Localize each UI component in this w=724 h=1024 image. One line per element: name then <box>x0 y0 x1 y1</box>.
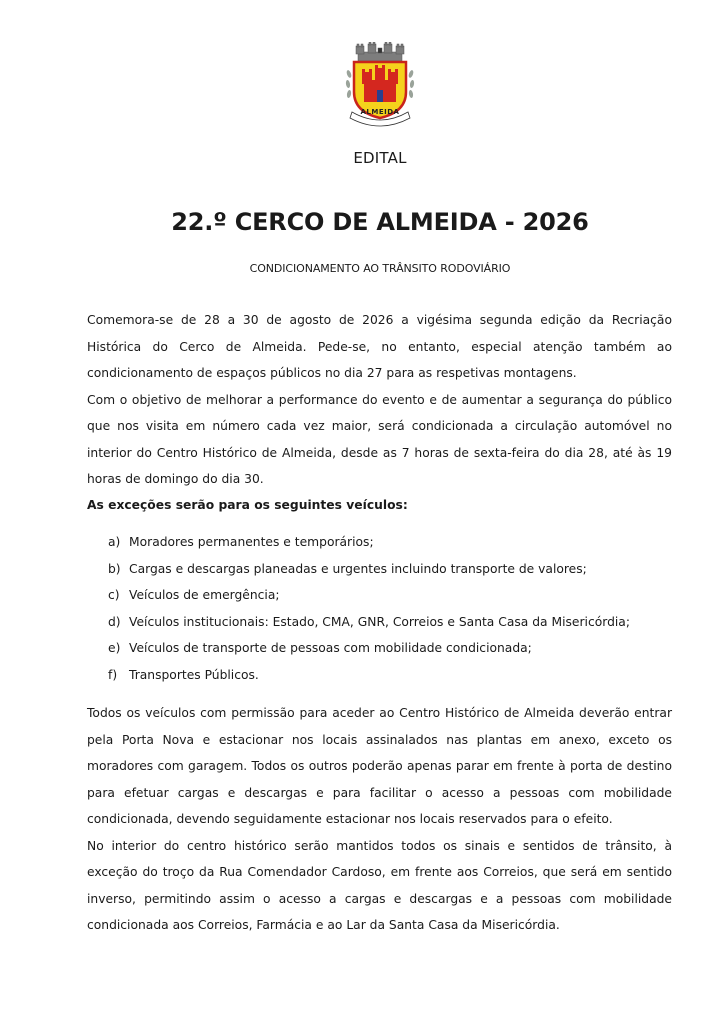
list-marker: a) <box>108 535 121 549</box>
list-marker: e) <box>108 641 121 656</box>
closing-paragraph-1: Todos os veículos com permissão para aceder ao Centro Histórico de Almeida deverão entrar pela Porta Nova e estacionar nos locais assinalados nas plantas em anexo, exceto os moradores com garagem. Todos os outros poderão apenas parar em frente à porta de destino para efetuar cargas e descargas e para facilitar o acesso a pessoas com mobilidade condicionada, devendo seguidamente estacionar nos locais reservados para o efeito. <box>87 706 672 826</box>
intro-paragraph-2: Com o objetivo de melhorar a performance do evento e de aumentar a segurança do público que nos visita em número cada vez maior, será condicionada a circulação automóvel no interior do Centro Histórico de Almeida, desde as 7 horas de sexta-feira do dia 28, até às 19 horas de domingo do dia 30. <box>87 392 672 486</box>
closing-section <box>87 700 672 939</box>
list-marker: b) <box>108 561 121 576</box>
list-item-text: Transportes Públicos. <box>129 667 259 682</box>
castle-door <box>377 90 383 102</box>
list-item <box>108 582 688 609</box>
page-subtitle: CONDICIONAMENTO AO TRÂNSITO RODOVIÁRIO <box>249 262 511 275</box>
list-item-text: Veículos de emergência; <box>129 588 280 603</box>
list-item-text: Moradores permanentes e temporários; <box>129 535 374 549</box>
crest-name: ALMEIDA <box>360 108 400 116</box>
list-marker: f) <box>108 667 118 682</box>
list-marker: c) <box>108 588 120 603</box>
mural-crown <box>356 42 404 61</box>
intro-section <box>87 307 672 493</box>
list-marker: d) <box>108 614 121 629</box>
list-item <box>108 609 688 636</box>
exceptions-list <box>108 529 688 689</box>
list-item <box>108 635 688 662</box>
closing-paragraph-2: No interior do centro histórico serão mantidos todos os sinais e sentidos de trânsito, à exceção do troço da Rua Comendador Cardoso, em frente aos Correios, que será em sentido inverso, permitindo assim o acesso a cargas e descargas e a pessoas com mobilidade condicionada aos Correios, Farmácia e ao Lar da Santa Casa da Misericórdia. <box>87 838 672 932</box>
list-item-text: Veículos institucionais: Estado, CMA, GNR, Correios e Santa Casa da Misericórdia; <box>129 614 630 629</box>
list-item-text: Cargas e descargas planeadas e urgentes incluindo transporte de valores; <box>129 561 587 576</box>
exceptions-lead: As exceções serão para os seguintes veículos: <box>87 498 408 512</box>
page-title: 22.º CERCO DE ALMEIDA - 2026 <box>171 208 589 236</box>
list-item <box>108 529 688 556</box>
list-item-text: Veículos de transporte de pessoas com mobilidade condicionada; <box>129 641 532 656</box>
list-item <box>108 556 688 583</box>
document-type: EDITAL <box>353 149 407 167</box>
intro-paragraph-1: Comemora-se de 28 a 30 de agosto de 2026 a vigésima segunda edição da Recriação Histórica do Cerco de Almeida. Pede-se, no entanto, especial atenção também ao condicionamento de espaços públicos no dia 27 para as respetivas montagens. <box>87 313 672 380</box>
list-item <box>108 662 688 689</box>
almeida-coat-of-arms <box>340 42 420 132</box>
